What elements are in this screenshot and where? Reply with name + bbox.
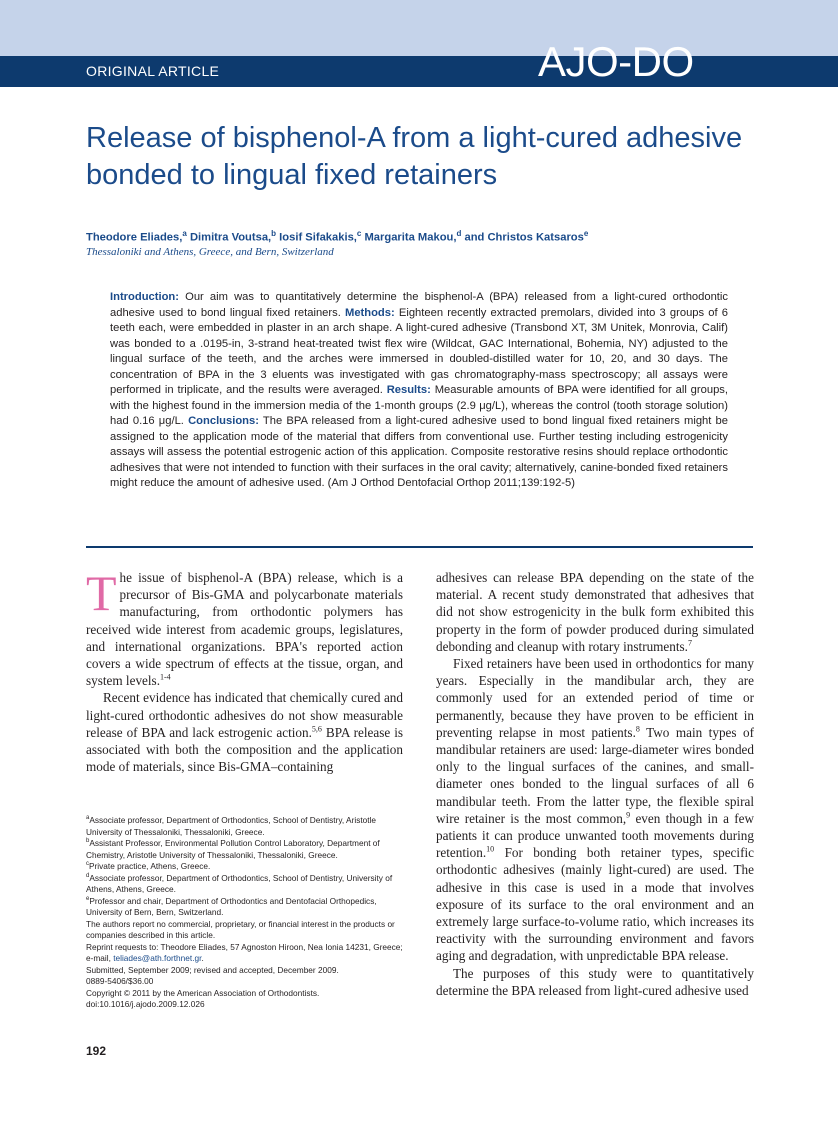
abstract-methods-text: Eighteen recently extracted premolars, divided into 3 groups of 6 teeth each, were embedded in plaster in an arch shape. A light-cured adhesive (Transbond XT, 3M Unitek, Monrovia, Calif) was bonded to a .0195-in, 3-strand heat-treated twist flex wire (Wildcat, GAC International, Bohemia, NY) adjusted to the lingual surface of the teeth, and the arches were immersed in doubled-distilled water for 10, 20, and 30 days. The concentration of BPA in the 3 eluents was investigated with gas chromatography-mass spectroscopy; all assays were performed in triplicate, and the results were averaged. <box>110 306 728 396</box>
body-text: he issue of bisphenol-A (BPA) release, which is a precursor of Bis-GMA and polycarbonate materials manufacturing, from orthodontic polymers has received wide interest from academic groups, legislatures, and international organizations. BPA's reported action covers a wide spectrum of effects at the tissue, organ, and system levels. <box>86 570 403 689</box>
reference-mark: 9 <box>626 810 631 820</box>
author-name: and Christos Katsaros <box>464 231 584 244</box>
author-affiliation-mark: c <box>356 229 362 238</box>
footnote-affiliation <box>86 896 403 919</box>
author-affiliation-mark: e <box>583 229 589 238</box>
body-paragraph <box>86 689 403 775</box>
abstract-introduction-text: Our aim was to quantitatively determine the bisphenol-A (BPA) released from a light-cured orthodontic adhesive used to bond lingual fixed retainers. <box>110 291 728 319</box>
footnote-affiliation <box>86 815 403 838</box>
journal-logo: AJO-DO <box>538 38 694 85</box>
author-list <box>86 229 766 244</box>
footnote-text: Professor and chair, Department of Orthodontics and Dentofacial Orthopedics, University of Bern, Bern, Switzerland. <box>86 895 377 917</box>
footnote-affiliation <box>86 838 403 861</box>
abstract <box>110 290 728 492</box>
body-text: For bonding both retainer types, specific orthodontic adhesives (mainly light-cured) are used. The adhesive in this case is used in a mode that involves exposure of its surface to the oral environment and an extremely large surface-to-volume ratio, which increases its reactivity with the surrounding environment and favors aging and degradation, with unpredictable BPA release. <box>436 845 754 964</box>
reference-mark: 5,6 <box>311 724 322 734</box>
author-name: Dimitra Voutsa, <box>189 231 272 244</box>
footnote-mark: c <box>86 861 89 868</box>
footnote-text: Private practice, Athens, Greece. <box>89 861 211 871</box>
reference-mark: 8 <box>635 724 640 734</box>
body-text: BPA release is associated with both the composition and the application mode of materials, since Bis-GMA–containing <box>86 724 403 775</box>
body-text: Two main types of mandibular retainers are used: large-diameter wires bonded only to the lingual surfaces of the canines, and small-diameter ones bonded to the lingual surfaces of all 6 mandibular teeth. From the latter type, the flexible spiral wire retainer is the most common, <box>436 724 754 826</box>
footnote-text: . <box>201 953 204 963</box>
author-location: Thessaloniki and Athens, Greece, and Bern, Switzerland <box>86 246 334 258</box>
body-text: Recent evidence has indicated that chemically cured and light-cured orthodontic adhesives do not show measurable release of BPA and lack estrogenic action. <box>86 690 403 740</box>
body-paragraph <box>436 655 754 965</box>
footnote-mark: a <box>86 815 90 822</box>
author-affiliation-mark: a <box>182 229 187 238</box>
section-divider <box>86 546 753 548</box>
footnote-text: Reprint requests to: Theodore Eliades, 57 Agnoston Hiroon, Nea Ionia 14231, Greece; e-mail, <box>86 941 403 963</box>
footnote-reprint <box>86 942 403 965</box>
section-label: ORIGINAL ARTICLE <box>86 63 220 79</box>
author-name: Iosif Sifakakis, <box>279 231 357 244</box>
footnote-submitted: Submitted, September 2009; revised and accepted, December 2009. <box>86 964 339 975</box>
abstract-methods-heading: Methods: <box>345 306 395 319</box>
author-affiliation-mark: b <box>271 229 277 238</box>
footnote-price: 0889-5406/$36.00 <box>86 976 154 986</box>
footnote-mark: b <box>86 838 90 845</box>
abstract-introduction-heading: Introduction: <box>110 291 179 303</box>
author-affiliation-mark: d <box>456 229 462 238</box>
footnote-text: Associate professor, Department of Orthodontics, School of Dentistry, Aristotle University of Thessaloniki, Thessaloniki, Greece. <box>86 815 377 837</box>
footnote-affiliation <box>86 861 403 873</box>
abstract-results-text: Measurable amounts of BPA were identified for all groups, with the highest found in the immersion media of the 1-month groups (2.9 μg/L), whereas the control (tooth storage solution) had 0.16 μg/L. <box>110 384 729 427</box>
body-text: adhesives can release BPA depending on the state of the material. A recent study demonstrated that adhesives that did not show estrogenicity in the bulk form exhibited this property in the form of powder produced during simulated debonding and cleanup with rotary instruments. <box>436 570 754 654</box>
reference-mark: 1-4 <box>160 672 171 682</box>
body-text: Fixed retainers have been used in orthodontics for many years. Especially in the mandibular arch, they are commonly used for an extended period of time or permanently, because they have proven to be efficient in preventing relapse in most patients. <box>436 656 754 740</box>
footnote-text: Assistant Professor, Environmental Pollution Control Laboratory, Department of Chemistry, Aristotle University of Thessaloniki, Thessaloniki, Greece. <box>86 838 380 860</box>
footnote-disclosure: The authors report no commercial, proprietary, or financial interest in the products or companies described in this article. <box>86 918 395 940</box>
body-column-right <box>436 569 754 999</box>
abstract-conclusions-text: The BPA released from a light-cured adhesive used to bond lingual fixed retainers might be assigned to the application mode of the material that differs from conventional use. Further testing including estrogenicity assays will assess the potential estrogenic action of this application. Composite restorative resins should replace orthodontic adhesives that were not intended to function with their surfaces in the oral cavity; alternatively, canine-bonded fixed retainers might reduce the amount of adhesive used. (Am J Orthod Dentofacial Orthop 2011;139:192-5) <box>110 415 728 489</box>
body-paragraph <box>86 565 403 689</box>
body-column-left <box>86 565 403 775</box>
reference-mark: 10 <box>486 844 495 854</box>
reference-mark: 7 <box>687 638 692 648</box>
abstract-results-heading: Results: <box>386 384 431 396</box>
page-number: 192 <box>86 1044 107 1058</box>
body-paragraph <box>436 965 754 999</box>
footnotes <box>86 815 403 1011</box>
footnote-copyright: Copyright © 2011 by the American Association of Orthodontists. <box>86 987 320 998</box>
article-title: Release of bisphenol-A from a light-cured adhesive bonded to lingual fixed retainers <box>86 122 743 191</box>
footnote-text: Associate professor, Department of Orthodontics, School of Dentistry, University of Athens, Athens, Greece. <box>86 872 393 894</box>
drop-cap: T <box>86 565 117 621</box>
body-text: The purposes of this study were to quantitatively determine the BPA released from light-cured adhesive used <box>436 965 754 998</box>
body-text: even though in a few patients it can produce unwanted tooth movements during retention. <box>436 810 755 861</box>
header-top-band <box>0 0 838 56</box>
footnote-mark: e <box>86 895 90 902</box>
footnote-mark: d <box>86 872 90 879</box>
footnote-affiliation <box>86 873 403 896</box>
abstract-conclusions-heading: Conclusions: <box>188 415 259 427</box>
author-name: Margarita Makou, <box>364 231 457 244</box>
author-name: Theodore Eliades, <box>86 231 183 244</box>
footnote-doi: doi:10.1016/j.ajodo.2009.12.026 <box>86 999 205 1009</box>
body-paragraph <box>436 569 754 655</box>
email-link[interactable]: teliades@ath.forthnet.gr <box>113 953 202 963</box>
